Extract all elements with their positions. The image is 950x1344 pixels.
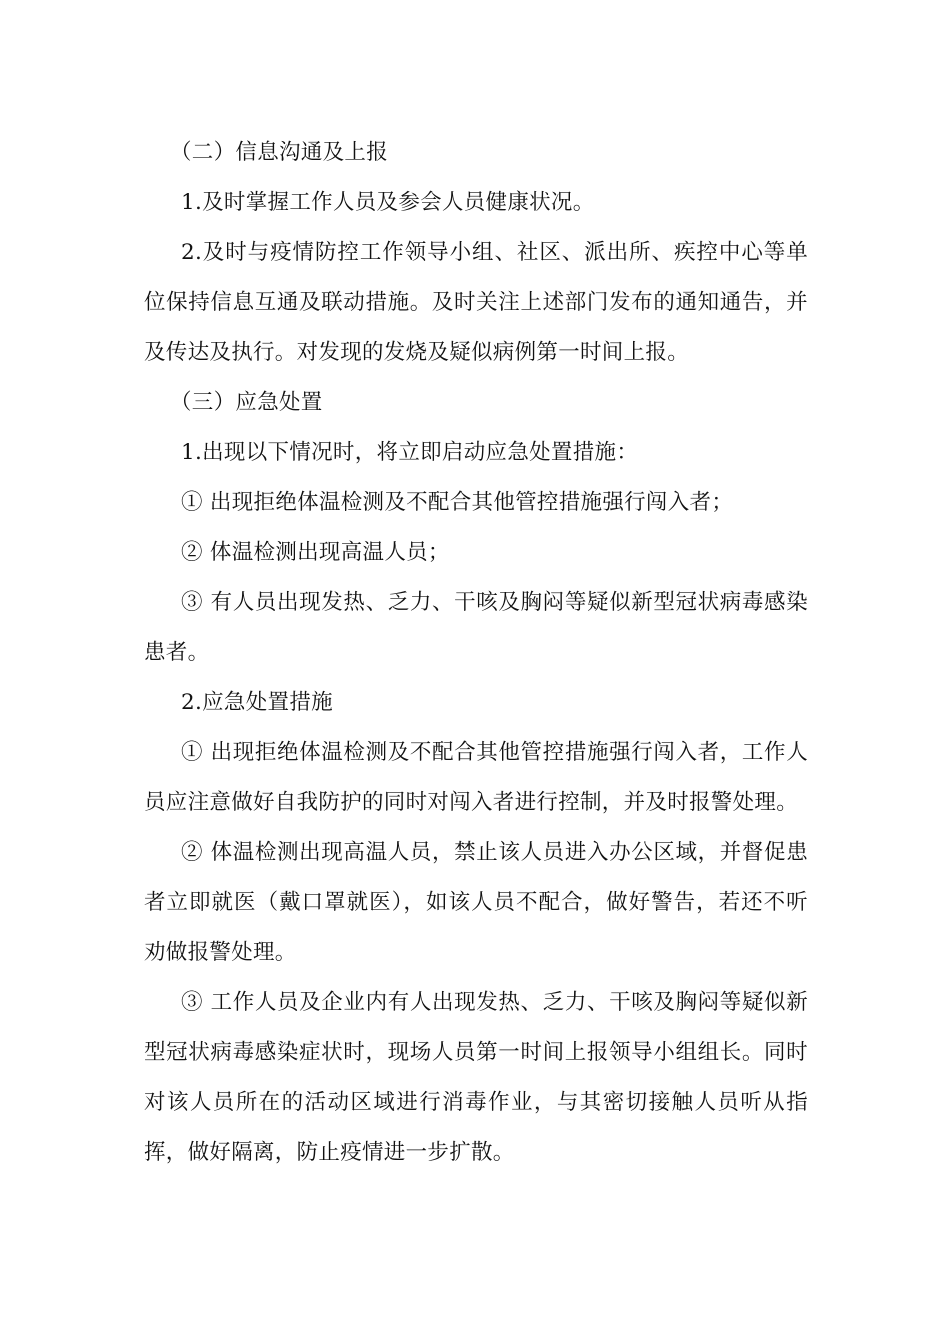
list-item: ③ 有人员出现发热、乏力、干咳及胸闷等疑似新型冠状病毒感染患者。: [144, 590, 808, 665]
paragraph: 2.及时与疫情防控工作领导小组、社区、派出所、疾控中心等单位保持信息互通及联动措施。及时关注上述部门发布的通知通告，并及传达及执行。对发现的发烧及疑似病例第一时间上报。: [144, 240, 808, 365]
list-item: ② 体温检测出现高温人员；: [181, 540, 450, 565]
paragraph: 1.出现以下情况时，将立即启动应急处置措施：: [181, 440, 639, 465]
paragraph: 2.应急处置措施: [181, 690, 333, 715]
list-item: ① 出现拒绝体温检测及不配合其他管控措施强行闯入者；: [181, 490, 734, 515]
list-item: ② 体温检测出现高温人员，禁止该人员进入办公区域，并督促患者立即就医（戴口罩就医），如该人员不配合，做好警告，若还不听劝做报警处理。: [144, 840, 808, 965]
paragraph: 1.及时掌握工作人员及参会人员健康状况。: [181, 190, 595, 215]
document-body: [144, 128, 808, 1178]
section-heading-info-reporting: （二）信息沟通及上报: [170, 140, 389, 165]
list-item: ③ 工作人员及企业内有人出现发热、乏力、干咳及胸闷等疑似新型冠状病毒感染症状时，现场人员第一时间上报领导小组组长。同时对该人员所在的活动区域进行消毒作业，与其密切接触人员听从指挥，做好隔离，防止疫情进一步扩散。: [144, 990, 808, 1165]
section-heading-emergency-response: （三）应急处置: [170, 390, 323, 415]
list-item: ① 出现拒绝体温检测及不配合其他管控措施强行闯入者，工作人员应注意做好自我防护的同时对闯入者进行控制，并及时报警处理。: [144, 740, 808, 815]
